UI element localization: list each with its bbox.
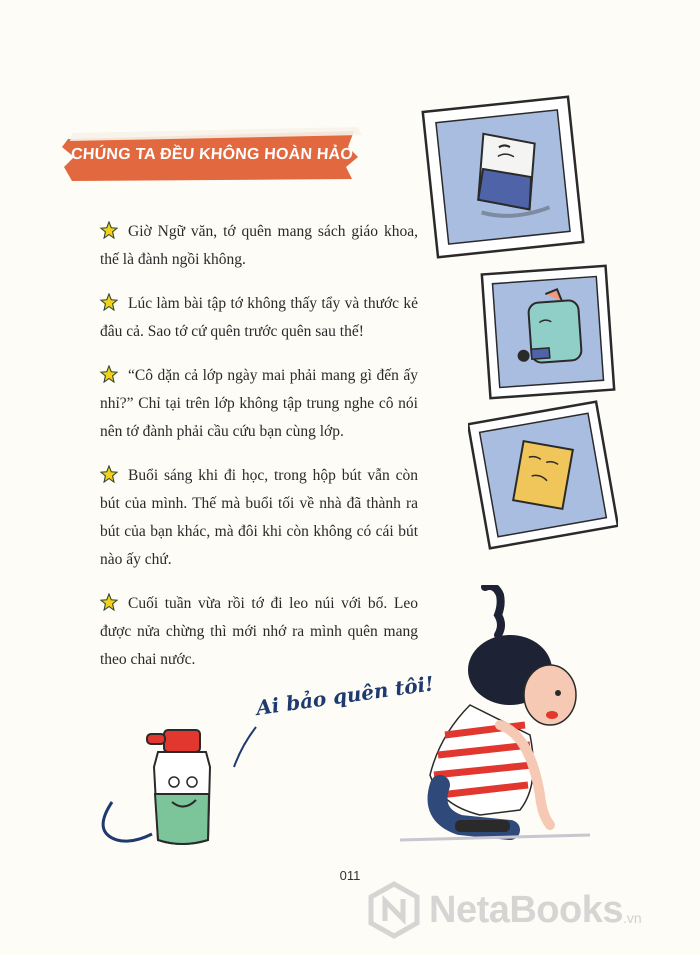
girl-searching-icon [400, 585, 600, 845]
flower-bullet-icon [100, 293, 118, 311]
flower-bullet-icon [100, 593, 118, 611]
list-item [100, 362, 418, 446]
eraser-illustration [418, 92, 588, 262]
watermark-suffix: .vn [623, 910, 642, 926]
list-item [100, 590, 418, 674]
girl-illustration [400, 585, 600, 845]
page-title: CHÚNG TA ĐỀU KHÔNG HOÀN HẢO [70, 146, 354, 163]
watermark-brand: NetaBooks [429, 888, 623, 931]
list-item [100, 218, 418, 274]
watermark [365, 880, 695, 940]
speech-line-icon [230, 725, 260, 770]
item-text: Lúc làm bài tập tớ không thấy tẩy và thước kẻ đâu cả. Sao tớ cứ quên trước quên sau thế! [100, 295, 418, 340]
flower-bullet-icon [100, 221, 118, 239]
speech-bubble-text: Ai bảo quên tôi! [254, 671, 436, 720]
item-text: “Cô dặn cả lớp ngày mai phải mang gì đến ấy nhỉ?” Chỉ tại trên lớp không tập trung nghe cô nói nên tớ đành phải cầu cứu bạn cùng lớp. [100, 367, 418, 440]
item-text: Cuối tuần vừa rồi tớ đi leo núi với bố. Leo được nửa chừng thì mới nhớ ra mình quên mang theo chai nước. [100, 595, 418, 668]
book-illustration [468, 400, 618, 550]
book-photo-card [468, 400, 618, 550]
page-number: 011 [339, 868, 361, 883]
flower-bullet-icon [100, 365, 118, 383]
pencil-case-photo-card [478, 262, 618, 402]
item-text: Buổi sáng khi đi học, trong hộp bút vẫn còn bút của mình. Thế mà buổi tối về nhà đã thành ra bút của bạn khác, mà đôi khi còn không có cái bút nào ấy chứ. [100, 467, 418, 568]
water-bottle-illustration [92, 722, 222, 852]
netabooks-logo-icon [365, 881, 423, 939]
title-banner [62, 127, 362, 183]
water-bottle-icon [92, 722, 222, 852]
list-item [100, 290, 418, 346]
eraser-photo-card [418, 92, 588, 262]
list-item [100, 462, 418, 574]
item-text: Giờ Ngữ văn, tớ quên mang sách giáo khoa, thế là đành ngồi không. [100, 223, 418, 268]
pencil-case-illustration [478, 262, 618, 402]
flower-bullet-icon [100, 465, 118, 483]
paragraph-list [100, 218, 418, 690]
